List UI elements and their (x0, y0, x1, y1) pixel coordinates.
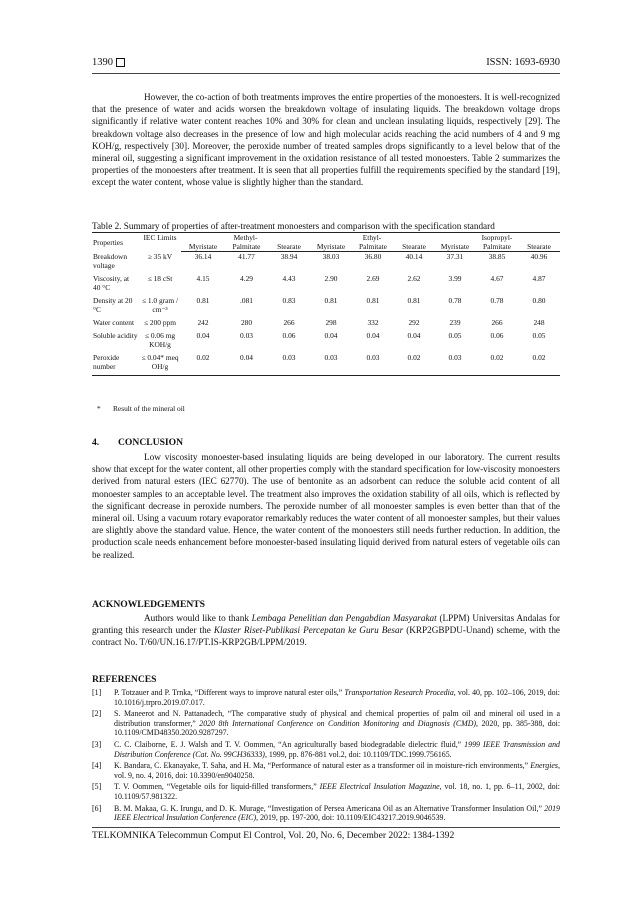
square-icon (116, 58, 125, 67)
section-number: 4. (92, 437, 100, 448)
header-rule (92, 73, 560, 74)
reference-item: [5] T. V. Oommen, “Vegetable oils for liquid-filled transformers,” IEEE Electrical Insulation Magazine, vol. 18, no. 1, pp. 6–11, 2002, doi: 10.1109/57.981322. (92, 782, 560, 801)
table-row: Soluble acidity ≤ 0.06 mg KOH/g 0.04 0.03 0.06 0.04 0.04 0.04 0.05 0.06 0.05 (93, 330, 546, 349)
table-caption: Table 2. Summary of properties of after-treatment monoesters and comparison with the specification standard (92, 221, 495, 231)
footnote-mark: * (97, 404, 101, 413)
subheader-palmitate: Palmitate (352, 242, 394, 252)
table-row: Density at 20 °C ≤ 1.0 gram / cm⁻³ 0.81 .081 0.83 0.81 0.81 0.81 0.78 0.78 0.80 (93, 295, 546, 314)
conclusion-heading (92, 437, 183, 448)
table-row: Water content ≤ 200 ppm 242 280 266 298 332 292 239 266 248 (93, 317, 545, 327)
reference-item: [3] C. C. Claiborne, E. J. Walsh and T. V. Oommen, “An agriculturally based biodegradable dielectric fluid,” 1999 IEEE Transmission and Distribution Conference (Cat. No. 99CH36333), 1999, pp. 876-881 vol.2, doi: 10.1109/TDC.1999.756165. (92, 739, 560, 759)
subheader-stearate: Stearate (268, 242, 310, 252)
reference-item: [1] P. Totzauer and P. Trnka, “Different ways to improve natural ester oils,” Transportation Research Procedia, vol. 40, pp. 102–106, 2019, doi: 10.1016/j.trpro.2019.07.017. (92, 688, 560, 707)
header-properties: Properties (92, 233, 139, 252)
header-methyl: Methyl- (181, 233, 310, 243)
footer-rule (92, 827, 560, 828)
reference-item: [2] S. Maneerot and N. Pattanadech, “The comparative study of physical and chemical properties of palm oil and mineral oil used in a distribution transformer,” 2020 8th International Conference on Condition Monitoring and Diagnosis (CMD), 2020, pp. 385-388, doi: 10.1109/CMD48350.2020.9287297. (92, 709, 561, 738)
subheader-myristate: Myristate (434, 242, 476, 252)
subheader-palmitate: Palmitate (476, 242, 518, 252)
page-number: 1390 (92, 57, 113, 68)
subheader-myristate: Myristate (181, 242, 225, 252)
subheader-palmitate: Palmitate (225, 242, 268, 252)
header-ethyl: Ethyl- (310, 233, 434, 243)
acknowledgements-heading: ACKNOWLEDGEMENTS (92, 599, 206, 610)
table-footnote (97, 404, 185, 413)
properties-table (92, 232, 560, 376)
section-title: CONCLUSION (118, 437, 184, 448)
references-heading: REFERENCES (92, 674, 157, 685)
intro-paragraph: However, the co-action of both treatments improves the entire properties of the monoesters. It is well-recognized that the presence of water and acids worsen the breakdown voltage of insulating liquids. The breakdown voltage drops significantly if relative water content reaches 10% and 30% for clean and unclean insulating liquids, respectively [29]. The breakdown voltage also decreases in the presence of low and high molecular acids reaching the acid numbers of 4 and 9 mg KOH/g, respectively [30]. Moreover, the peroxide number of treated samples drops significantly to a level below that of the mineral oil, suggesting a significant improvement in the oxidation resistance of all tested monoesters. Table 2 summarizes the properties of the monoesters after treatment. It is seen that all properties fulfill the requirements specified by the standard [19], except the water content, whose value is slightly higher than the standard. (92, 92, 560, 188)
reference-item: [6] B. M. Makaa, G. K. Irungu, and D. K. Murage, “Investigation of Persea Americana Oil as an Alternative Transformer Insulation Oil,” 2019 IEEE Electrical Insulation Conference (EIC), 2019, pp. 197-200, doi: 10.1109/EIC43217.2019.9046539. (92, 803, 560, 823)
acknowledgements-paragraph: Authors would like to thank Lembaga Penelitian dan Pengabdian Masyarakat (LPPM) Universitas Andalas for granting this research under the Klaster Riset-Publikasi Percepatan ke Guru Besar (KRP2GBPDU-Unand) scheme, with the contract No. T/60/UN.16.17/PT.IS-KRP2GB/LPPM/2019. (92, 613, 560, 648)
page-header (92, 57, 560, 73)
subheader-myristate: Myristate (310, 242, 352, 252)
footnote-text: Result of the mineral oil (113, 404, 185, 413)
subheader-stearate: Stearate (518, 242, 560, 252)
table-row: Breakdown voltage ≥ 35 kV 36.14 41.77 38.94 38.03 36.80 40.14 37.31 38.85 40.96 (93, 251, 548, 270)
subheader-stearate: Stearate (394, 242, 434, 252)
header-isopropyl: Isopropyl- (434, 233, 560, 243)
issn: ISSN: 1693-6930 (486, 57, 560, 68)
reference-list (92, 688, 560, 825)
table-row: Viscosity, at 40 °C ≤ 18 cSt 4.15 4.29 4.43 2.90 2.69 2.62 3.99 4.67 4.87 (93, 273, 546, 292)
conclusion-paragraph: Low viscosity monoester-based insulating liquids are being developed in our laboratory. The current results show that except for the water content, all other properties comply with the standard specification for low-viscosity monoesters derived from natural esters (IEC 62770). The use of bentonite as an adsorbent can reduce the soluble acid content of all monoester samples to an acceptable level. The treatment also improves the oxidation stability of all oils, which is reflected by the significant decrease in peroxide numbers. The peroxide number of all monoester samples is even better than that of the mineral oil. Using a vacuum rotary evaporator remarkably reduces the water content of all monoester samples, but their values are slightly above the standard value. Hence, the water content of the monoesters still needs further reduction. In addition, the production scale needs enhancement before monoester-based insulating liquid derived from natural esters of vegetable oils can be realized. (92, 452, 560, 560)
header-iec-limits: IEC Limits (139, 233, 181, 252)
table-row: Peroxide number ≤ 0.04* meq OH/g 0.02 0.04 0.03 0.03 0.03 0.02 0.03 0.02 0.02 (92, 353, 560, 376)
page-footer: TELKOMNIKA Telecommun Comput El Control, Vol. 20, No. 6, December 2022: 1384-1392 (92, 830, 455, 841)
reference-item: [4] K. Bandara, C. Ekanayake, T. Saha, and H. Ma, “Performance of natural ester as a transformer oil in moisture-rich environments,” Energies, vol. 9, no. 4, 2016, doi: 10.3390/en9040258. (92, 761, 560, 780)
